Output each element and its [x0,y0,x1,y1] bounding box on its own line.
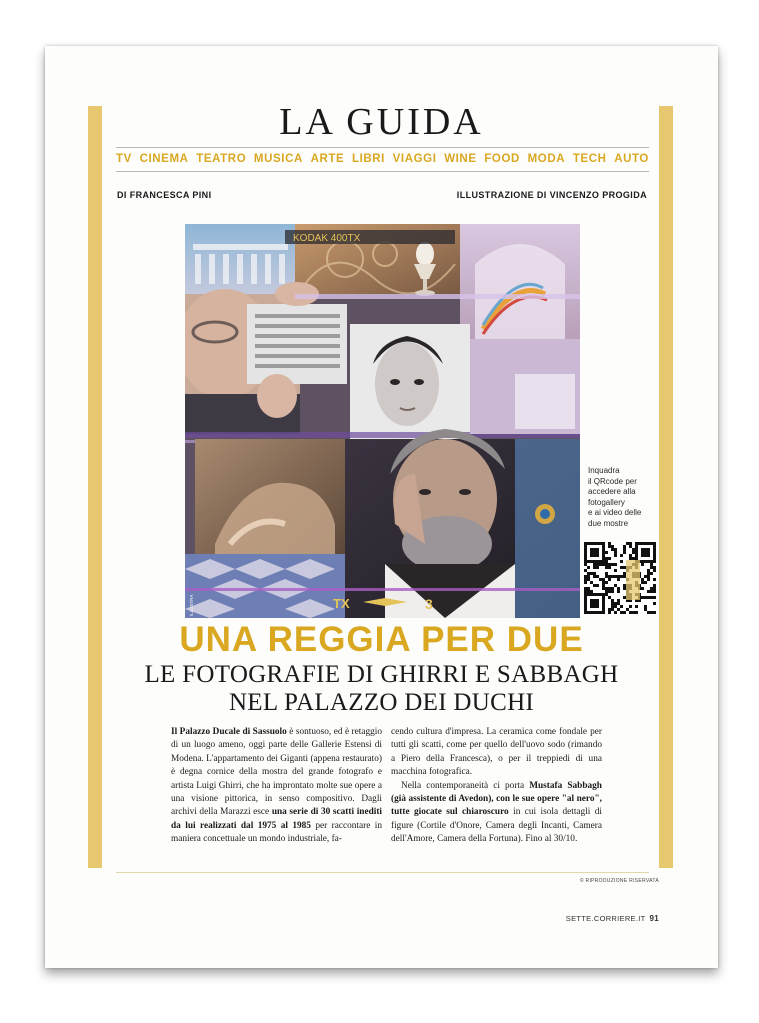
paragraph [391,780,602,847]
article-subhead-line2: NEL PALAZZO DEI DUCHI [228,689,535,716]
qr-caption-line: fotogallery [588,497,625,507]
qr-caption-line: accedere alla [588,487,636,496]
site-url[interactable]: SETTE.CORRIERE.IT [565,914,646,923]
nav-item-tech[interactable]: TECH [572,153,607,165]
body-text: in cui isola dettagli di figure (Cortile d'Onore, Camera degli Incanti, Camera dell'Amore, Camera della Fortuna). Fino al 30/10. [391,807,602,845]
section-title: LA GUIDA [279,101,484,143]
category-nav [116,153,649,165]
nav-item-arte[interactable]: ARTE [310,153,345,165]
article-column-1 [171,726,382,847]
body-text: Nella contemporaneità ci porta [401,780,530,791]
article-column-2 [391,726,602,847]
qr-caption [588,466,658,529]
film-frame-marks: TX [333,596,350,611]
illustrator-byline: ILLUSTRAZIONE DI VINCENZO PROGIDA [456,190,647,200]
body-text: per raccontare in maniera concettuale un mondo industriale, fa- [171,820,383,845]
qr-caption-line: due mostre [588,518,629,528]
illustration-credit: ILLUSTRA [189,594,194,616]
qr-caption-line: Inquadra [588,466,620,475]
author-byline: DI FRANCESCA PINI [117,190,212,200]
qr-code[interactable] [584,542,656,614]
bold-highlight: Mustafa Sabbagh (già assistente di Avedon), con le sue opere "al nero", tutte giocate sul chiaroscuro [391,780,602,818]
right-gold-bar [659,106,673,868]
nav-item-viaggi[interactable]: VIAGGI [392,153,437,165]
nav-item-auto[interactable]: AUTO [614,153,649,165]
left-gold-bar [88,106,102,868]
bottom-rule [116,872,649,873]
page-folio [566,914,659,923]
nav-item-libri[interactable]: LIBRI [351,153,385,165]
film-edge-label: KODAK 400TX [293,233,361,244]
page-number: 91 [649,914,659,923]
nav-item-teatro[interactable]: TEATRO [196,153,247,165]
article-subhead-line1: LE FOTOGRAFIE DI GHIRRI E SABBAGH [144,661,619,688]
magazine-page [45,46,718,968]
collage-art [185,224,580,618]
qr-caption-line: e ai video delle [588,508,642,517]
nav-item-tv[interactable]: TV [116,153,132,165]
body-text: è sontuoso, ed è retaggio di un luogo ameno, oggi parte delle Gallerie Estensi di Modena. L'appartamento dei Giganti (appena restaurato) è degna cornice della mostra del grande fotografo e artista Luigi Ghirri, che ha improntato molte sue opere a una visione pittorica, in senso compositivo. Dagli archivi della Marazzi esce [171,727,383,818]
qr-caption-line: il QRcode per [588,476,637,486]
nav-item-moda[interactable]: MODA [527,153,566,165]
article-headline: UNA REGGIA PER DUE [179,620,584,659]
film-frame-number: 3 [425,596,433,612]
qr-pattern [584,542,656,614]
bold-lead: Il Palazzo Ducale di Sassuolo [171,727,287,737]
paragraph [171,726,382,847]
paragraph: cendo cultura d'impresa. La ceramica come fondale per tutti gli scatti, come per quello dell'uovo sodo (rimando a Piero della Francesca), o per il treppiedi di una macchina fotografica. [391,727,602,778]
bold-highlight: una serie di 30 scatti inediti da lui realizzati dal 1975 al 1985 [171,807,383,831]
copyright-notice: © RIPRODUZIONE RISERVATA [579,878,659,884]
nav-item-food[interactable]: FOOD [484,153,520,165]
nav-item-musica[interactable]: MUSICA [253,153,303,165]
photo-collage-illustration [185,224,580,618]
nav-item-wine[interactable]: WINE [444,153,477,165]
masthead-rule-bottom [116,171,649,172]
nav-item-cinema[interactable]: CINEMA [139,153,189,165]
masthead-rule-top [116,147,649,148]
